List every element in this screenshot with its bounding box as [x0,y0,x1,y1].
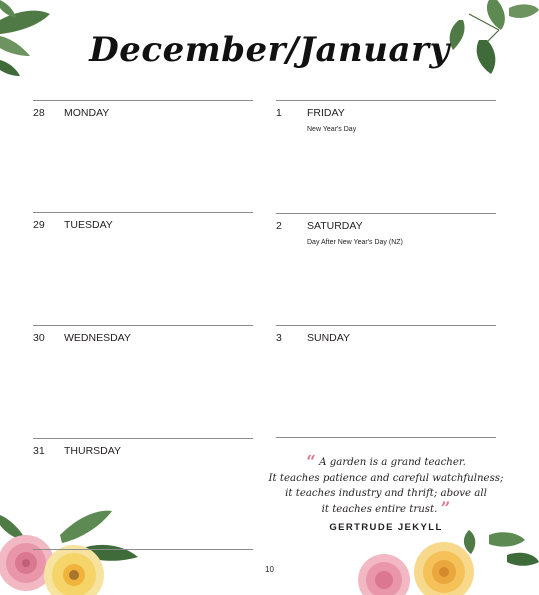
day-entry-friday[interactable] [276,100,496,133]
day-name: MONDAY [64,107,110,119]
day-number: 31 [33,445,45,457]
close-quote-mark: ” [440,498,451,519]
day-number: 28 [33,107,45,119]
day-name: TUESDAY [64,219,113,231]
quote-line: it teaches entire trust. [321,503,438,515]
quote-top-rule [276,437,496,438]
quote-line: it teaches industry and thrift; above all [285,488,487,499]
day-name: THURSDAY [64,445,121,457]
day-name: FRIDAY [307,107,345,119]
day-name: WEDNESDAY [64,332,131,344]
quote-line: A garden is a grand teacher. [319,457,466,468]
day-entry-tuesday[interactable] [33,212,253,231]
open-quote-mark: “ [306,452,316,472]
day-name: SUNDAY [307,332,350,344]
pink-dahlia-flower [358,554,410,595]
page-title: December/January [89,30,450,70]
day-entry-thursday[interactable] [33,438,253,457]
day-name: SATURDAY [307,220,363,232]
day-number: 2 [276,220,282,232]
day-entry-wednesday[interactable] [33,325,253,344]
day-entry-saturday[interactable] [276,213,496,246]
quote-author: GERTRUDE JEKYLL [329,522,443,533]
day-number: 30 [33,332,45,344]
quote-block [268,452,504,519]
holiday-label: New Year's Day [307,126,357,133]
day-entry-monday[interactable] [33,100,253,119]
day-number: 29 [33,219,45,231]
day-number: 3 [276,332,282,344]
day-entry-sunday[interactable] [276,325,496,344]
holiday-label: Day After New Year's Day (NZ) [307,239,403,246]
bottom-rule-left [33,549,253,550]
quote-line: It teaches patience and careful watchfulness; [268,472,504,484]
flowers-bottom-left-illustration [0,505,150,595]
day-number: 1 [276,107,282,119]
flowers-bottom-right-illustration [339,530,539,595]
page-number: 10 [265,565,274,574]
